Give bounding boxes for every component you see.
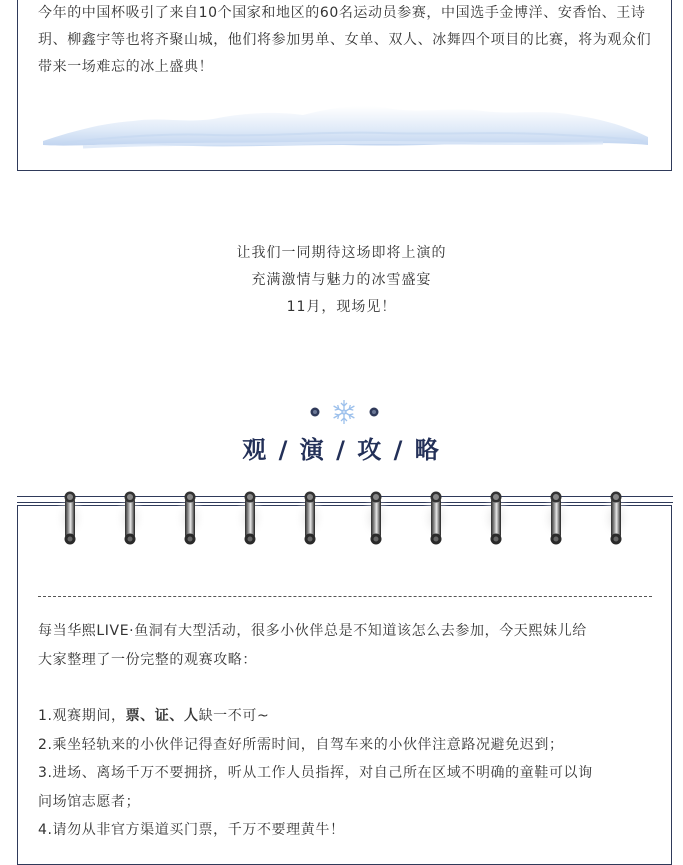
binder-rings <box>0 488 683 550</box>
snow-ridge-illustration <box>43 93 648 153</box>
guide-item-1-suffix: 缺一不可~ <box>198 708 270 724</box>
guide-item-4: 4.请勿从非官方渠道买门票，千万不要理黄牛！ <box>38 822 345 838</box>
binder-ring-icon <box>600 492 632 545</box>
dashed-separator <box>38 596 652 597</box>
binder-ring-icon <box>540 492 572 545</box>
guide-intro-line-1: 每当华熙LIVE·鱼洞有大型活动，很多小伙伴总是不知道该怎么去参加，今天熙妹儿给 <box>38 623 587 639</box>
guide-item-3-line-1: 3.进场、离场千万不要拥挤，听从工作人员指挥，对自己所在区域不明确的童鞋可以询 <box>38 765 593 781</box>
guide-body <box>38 617 658 845</box>
guide-item-1-prefix: 1.观赛期间， <box>38 708 126 724</box>
closing-line-2: 充满激情与魅力的冰雪盛宴 <box>251 272 432 288</box>
closing-line-1: 让我们一同期待这场即将上演的 <box>236 245 447 261</box>
snowflake-icon <box>334 400 355 424</box>
intro-card <box>17 0 672 171</box>
closing-line-3: 11月，现场见！ <box>286 299 397 315</box>
section-title: 观 / 演 / 攻 / 略 <box>242 436 441 464</box>
binder-ring-icon <box>54 492 86 545</box>
closing-message <box>0 240 683 321</box>
intro-paragraph: 今年的中国杯吸引了来自10个国家和地区的60名运动员参赛，中国选手金博洋、安香怡、王诗玥、柳鑫宇等也将齐聚山城，他们将参加男单、女单、双人、冰舞四个项目的比赛，将为观众们带来一场难忘的冰上盛典！ <box>38 5 652 75</box>
binder-ring-icon <box>174 492 206 545</box>
binder-ring-icon <box>234 492 266 545</box>
guide-item-1-emphasis: 票、证、人 <box>125 708 199 724</box>
binder-ring-icon <box>114 492 146 545</box>
guide-intro-line-2: 大家整理了一份完整的观赛攻略： <box>38 651 257 668</box>
guide-item-2: 2.乘坐轻轨来的小伙伴记得查好所需时间，自驾车来的小伙伴注意路况避免迟到； <box>38 736 564 753</box>
binder-ring-icon <box>294 492 326 545</box>
binder-ring-icon <box>360 492 392 545</box>
section-decoration <box>305 396 381 428</box>
binder-ring-icon <box>420 492 452 545</box>
guide-item-1 <box>38 702 658 731</box>
guide-item-3-line-2: 问场馆志愿者； <box>38 793 141 810</box>
binder-ring-icon <box>480 492 512 545</box>
